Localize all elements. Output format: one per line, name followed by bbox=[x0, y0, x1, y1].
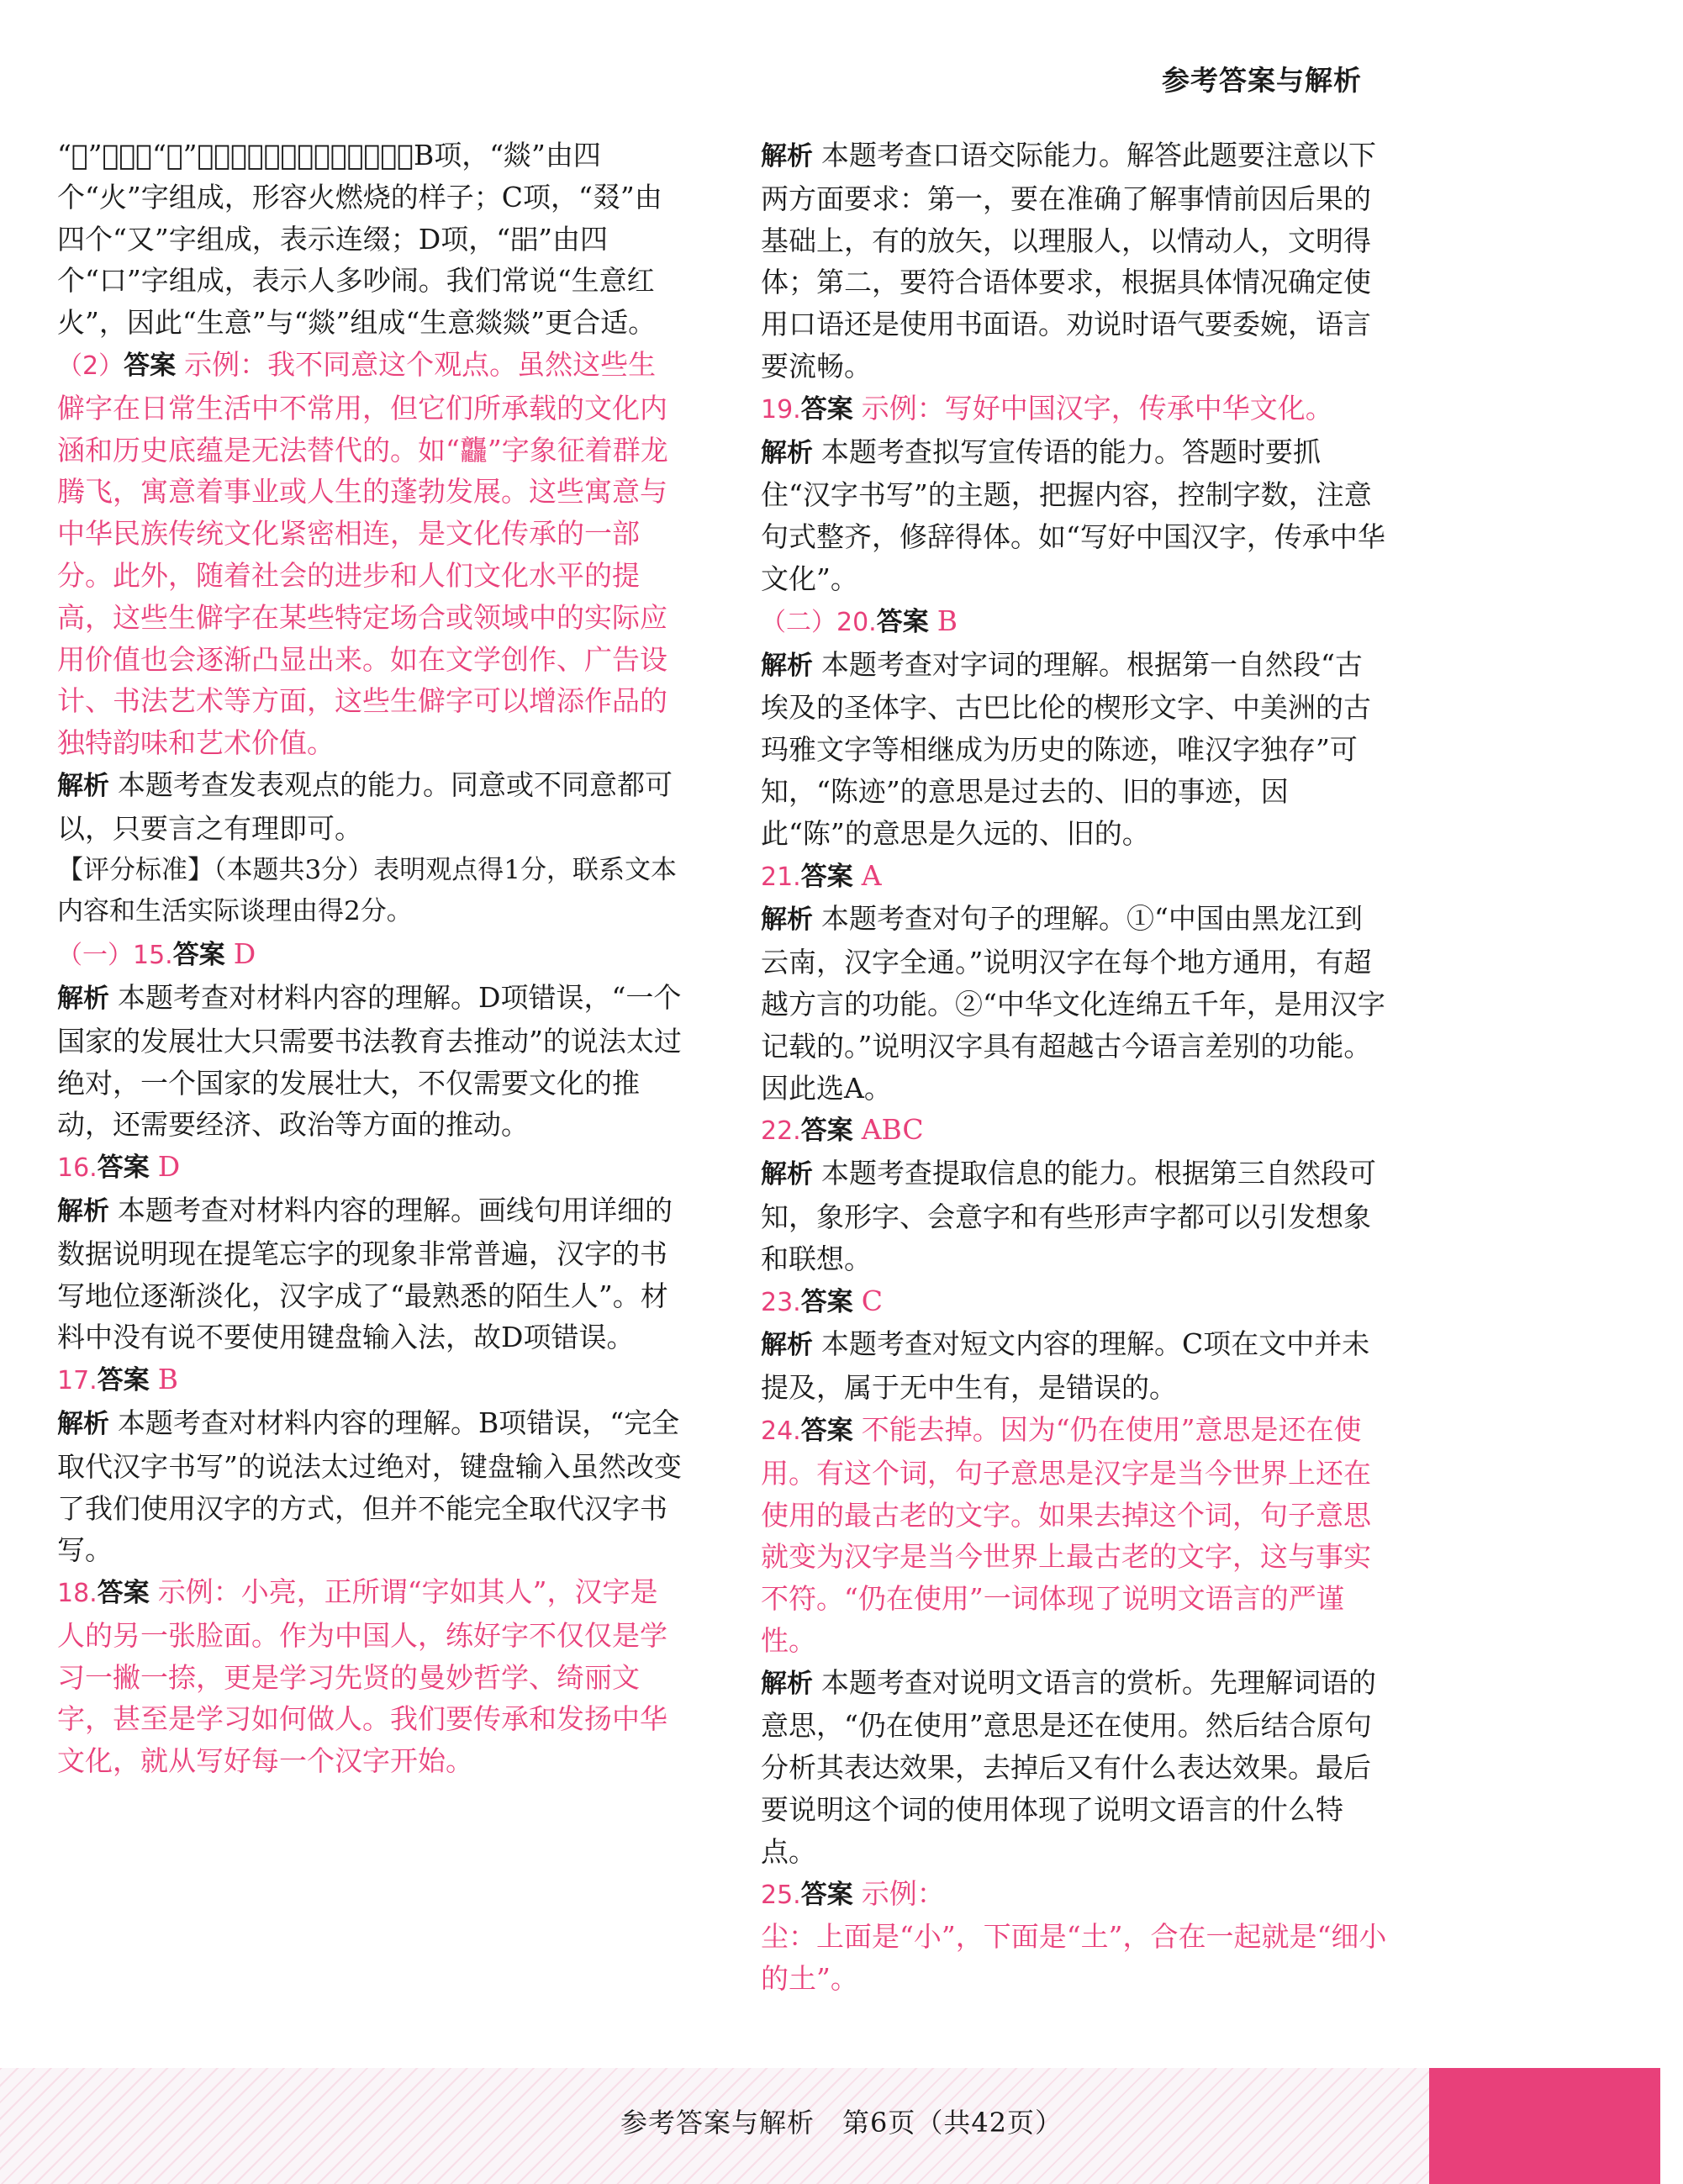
analysis-block bbox=[761, 898, 1387, 1109]
answer-block bbox=[761, 855, 1387, 899]
question-number: 19. bbox=[761, 394, 801, 425]
question-number: 22. bbox=[761, 1116, 801, 1147]
analysis-text: 本题考查对材料内容的理解。B项错误，“完全取代汉字书写”的说法太过绝对，键盘输入虽然改变了我们使用汉字的方式，但并不能完全取代汉字书写。 bbox=[57, 1406, 682, 1567]
answer-block bbox=[761, 388, 1387, 431]
answer-block bbox=[57, 1146, 683, 1190]
answer-block bbox=[761, 600, 1387, 644]
answer-label: 答案 bbox=[800, 1286, 853, 1317]
answer-label: 答案 bbox=[800, 1415, 853, 1446]
analysis-text: 本题考查对材料内容的理解。D项错误，“一个国家的发展壮大只需要书法教育去推动”的说法太过绝对，一个国家的发展壮大，不仅需要文化的推动，还需要经济、政治等方面的推动。 bbox=[57, 980, 682, 1142]
analysis-text: 本题考查对说明文语言的赏析。先理解词语的意思，“仍在使用”意思是还在使用。然后结合原句分析其表达效果，去掉后又有什么表达效果。最后要说明这个词的使用体现了说明文语言的什么特点。 bbox=[761, 1665, 1376, 1868]
analysis-text: 本题考查口语交际能力。解答此题要注意以下两方面要求：第一，要在准确了解事情前因后果的基础上，有的放矢，以理服人，以情动人，文明得体；第二，要符合语体要求，根据具体情况确定使用口语还是使用书面语。劝说时语气要委婉，语言要流畅。 bbox=[761, 139, 1376, 382]
analysis-text: 本题考查提取信息的能力。根据第三自然段可知，象形字、会意字和有些形声字都可以引发想象和联想。 bbox=[761, 1157, 1376, 1275]
answer-label: 答案 bbox=[124, 350, 177, 381]
answer-text: D bbox=[157, 1150, 181, 1184]
answer-text: B bbox=[157, 1363, 178, 1396]
analysis-block bbox=[761, 1153, 1387, 1279]
answer-block bbox=[57, 933, 683, 977]
answer-block bbox=[761, 1409, 1387, 1662]
analysis-block bbox=[761, 1323, 1387, 1409]
analysis-text: 本题考查对字词的理解。根据第一自然段“古埃及的圣体字、古巴比伦的楔形文字、中美洲的古玛雅文字等相继成为历史的陈迹，唯汉字独存”可知，“陈迹”的意思是过去的、旧的事迹，因此“陈”的意思是久远的、旧的。 bbox=[761, 647, 1371, 850]
answer-block bbox=[761, 1280, 1387, 1324]
answer-block bbox=[57, 344, 683, 764]
analysis-label: 解析 bbox=[761, 1330, 813, 1361]
answer-label: 答案 bbox=[800, 1879, 853, 1910]
analysis-label: 解析 bbox=[761, 141, 813, 171]
answer-continuation: 尘：上面是“小”，下面是“土”，合在一起就是“细小的土”。 bbox=[761, 1920, 1387, 1996]
question-number: 24. bbox=[761, 1416, 801, 1446]
answer-text: 示例：写好中国汉字，传承中华文化。 bbox=[861, 391, 1333, 425]
analysis-label: 解析 bbox=[761, 1668, 813, 1699]
analysis-block bbox=[57, 977, 683, 1146]
page-footer: 参考答案与解析 第6页（共42页） bbox=[620, 2107, 1063, 2139]
left-column bbox=[57, 135, 683, 1782]
answer-label: 答案 bbox=[97, 1365, 150, 1396]
question-number: （二）20. bbox=[761, 607, 877, 637]
answer-label: 答案 bbox=[172, 940, 225, 971]
answer-text: C bbox=[861, 1284, 883, 1317]
answer-text: 示例：我不同意这个观点。虽然这些生僻字在日常生活中不常用，但它们所承载的文化内涵和历史底蕴是无法替代的。如“龘”字象征着群龙腾飞，寓意着事业或人生的蓬勃发展。这些寓意与中华民族传统文化紧密相连，是文化传承的一部分。此外，随着社会的进步和人们文化水平的提高，这些生僻字在某些特定场合或领域中的实际应用价值也会逐渐凸显出来。如在文学创作、广告设计、书法艺术等方面，这些生僻字可以增添作品的独特韵味和艺术价值。 bbox=[57, 347, 668, 760]
analysis-label: 解析 bbox=[761, 1159, 813, 1190]
answer-label: 答案 bbox=[800, 393, 853, 425]
answer-block bbox=[57, 1571, 683, 1782]
analysis-text: 本题考查对材料内容的理解。画线句用详细的数据说明现在提笔忘字的现象非常普遍，汉字的书写地位逐渐淡化，汉字成了“最熟悉的陌生人”。材料中没有说不要使用键盘输入法，故D项错误。 bbox=[57, 1193, 673, 1354]
question-number: 16. bbox=[57, 1153, 98, 1184]
answer-block bbox=[57, 1358, 683, 1402]
answer-text: ABC bbox=[861, 1113, 924, 1147]
analysis-text: 本题考查发表观点的能力。同意或不同意都可以，只要言之有理即可。 bbox=[57, 768, 673, 845]
analysis-block bbox=[57, 1190, 683, 1358]
analysis-label: 解析 bbox=[761, 437, 813, 468]
page-header-title: 参考答案与解析 bbox=[1162, 64, 1362, 97]
answer-text: 不能去掉。因为“仍在使用”意思是还在使用。有这个词，句子意思是汉字是当今世界上还在使用的最古老的文字。如果去掉这个词，句子意思就变为汉字是当今世界上最古老的文字，这与事实不符。“仍在使用”一词体现了说明文语言的严谨性。 bbox=[761, 1412, 1371, 1657]
answer-label: 答案 bbox=[97, 1153, 150, 1184]
analysis-label: 解析 bbox=[761, 905, 813, 936]
question-number: （2） bbox=[57, 351, 124, 381]
analysis-label: 解析 bbox=[761, 650, 813, 681]
analysis-text: 本题考查拟写宣传语的能力。答题时要抓住“汉字书写”的主题，把握内容，控制字数，注意句式整齐，修辞得体。如“写好中国汉字，传承中华文化”。 bbox=[761, 435, 1385, 595]
analysis-text: 本题考查对短文内容的理解。C项在文中并未提及，属于无中生有，是错误的。 bbox=[761, 1327, 1370, 1405]
answer-text: D bbox=[233, 937, 256, 971]
question-number: 25. bbox=[761, 1880, 801, 1910]
analysis-text: 本题考查对句子的理解。①“中国由黑龙江到云南，汉字全通。”说明汉字在每个地方通用，有超越方言的功能。②“中华文化连绵五千年，是用汉字记载的。”说明汉字具有超越古今语言差别的功能。因此选A。 bbox=[761, 902, 1385, 1105]
answer-text: A bbox=[861, 858, 882, 892]
analysis-block bbox=[761, 644, 1387, 855]
analysis-block bbox=[761, 431, 1387, 600]
analysis-block bbox=[761, 135, 1387, 388]
answer-text: 示例： bbox=[861, 1876, 945, 1910]
right-column bbox=[761, 135, 1387, 2000]
analysis-label: 解析 bbox=[57, 983, 109, 1014]
answer-block bbox=[761, 1873, 1387, 1917]
answer-text: 示例：小亮，正所谓“字如其人”，汉字是人的另一张脸面。作为中国人，练好字不仅仅是学习一撇一捺，更是学习先贤的曼妙哲学、绮丽文字，甚至是学习如何做人。我们要传承和发扬中华文化，就从写好每一个汉字开始。 bbox=[57, 1575, 667, 1778]
analysis-block bbox=[761, 1662, 1387, 1873]
answer-label: 答案 bbox=[800, 861, 853, 892]
question-number: （一）15. bbox=[57, 941, 173, 971]
question-number: 17. bbox=[57, 1366, 98, 1396]
answer-text: B bbox=[936, 604, 958, 637]
scoring-criteria: 【评分标准】（本题共3分）表明观点得1分，联系文本内容和生活实际谈理由得2分。 bbox=[57, 854, 677, 927]
question-number: 18. bbox=[57, 1579, 98, 1609]
analysis-block bbox=[57, 764, 683, 850]
analysis-block bbox=[57, 1402, 683, 1571]
analysis-label: 解析 bbox=[57, 1408, 109, 1439]
answer-block bbox=[761, 1109, 1387, 1153]
question-number: 23. bbox=[761, 1287, 801, 1317]
answer-label: 答案 bbox=[876, 606, 929, 637]
analysis-label: 解析 bbox=[57, 1195, 109, 1227]
analysis-label: 解析 bbox=[57, 770, 109, 801]
body-paragraph: “𣺟”由四个“水”字组成，形容水浩大的样子；B项，“燚”由四个“火”字组成，形容火燃烧的样子；C项，“叕”由四个“又”字组成，表示连缀；D项，“㗊”由四个“口”字组成，表示人多吵闹。我们常说“生意红火”，因此“生意”与“燚”组成“生意燚燚”更合适。 bbox=[57, 139, 662, 340]
question-number: 21. bbox=[761, 862, 801, 892]
answer-label: 答案 bbox=[97, 1578, 150, 1609]
answer-label: 答案 bbox=[800, 1116, 853, 1147]
